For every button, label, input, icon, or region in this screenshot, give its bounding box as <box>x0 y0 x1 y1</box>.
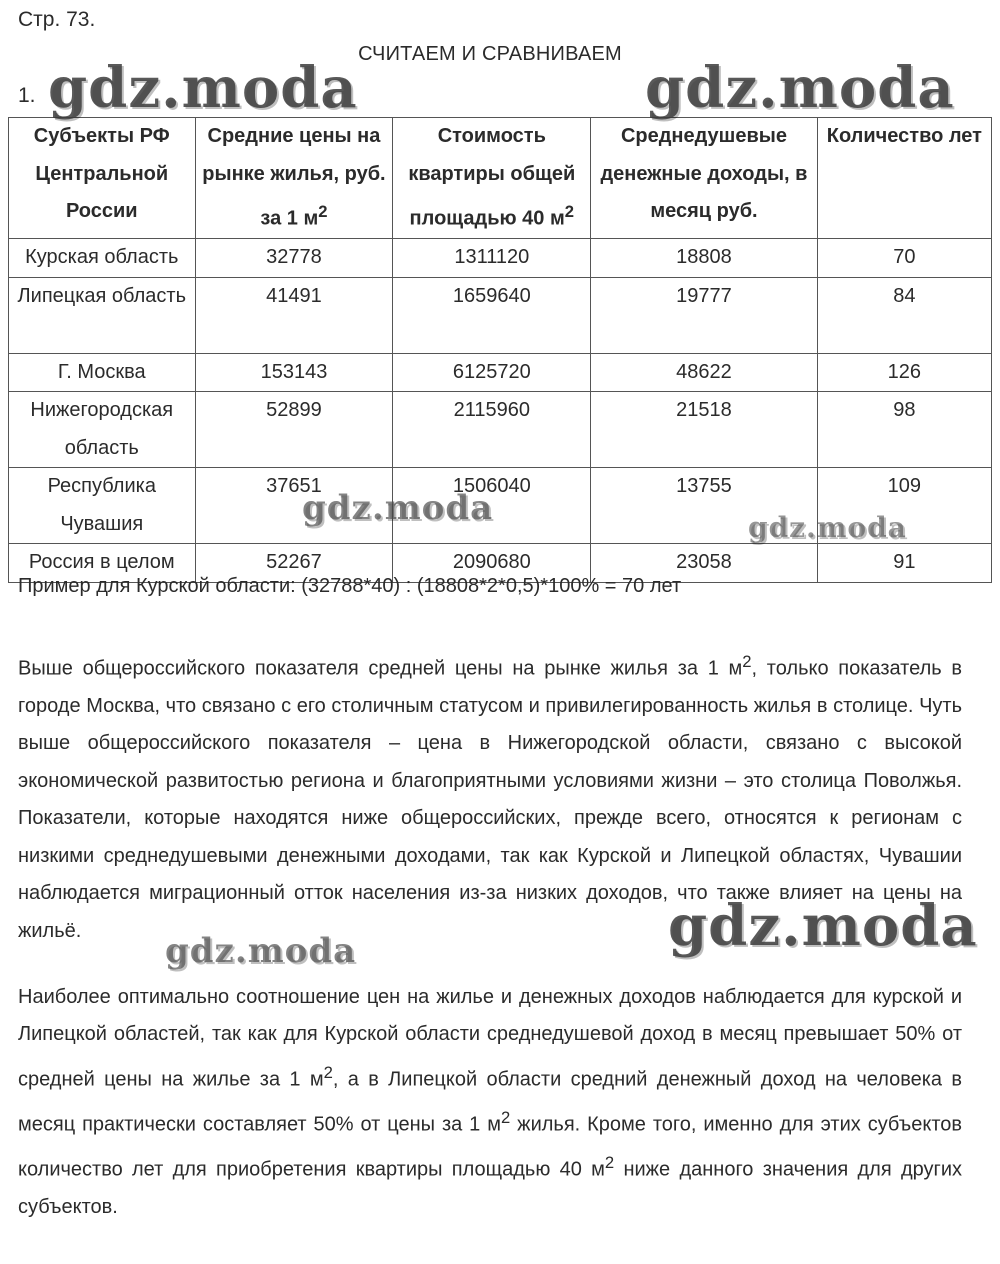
income-cell: 19777 <box>591 277 818 353</box>
years-cell: 70 <box>817 239 991 278</box>
cost-cell: 1311120 <box>393 239 591 278</box>
income-cell: 13755 <box>591 468 818 544</box>
income-cell: 18808 <box>591 239 818 278</box>
years-cell: 98 <box>817 392 991 468</box>
watermark: gdz.moda <box>165 931 357 971</box>
column-header: Стоимость квартиры общей площадью 40 $м^2$ <box>393 118 591 239</box>
table-row <box>9 277 992 353</box>
income-cell: 21518 <box>591 392 818 468</box>
years-cell: 91 <box>817 544 991 583</box>
column-header: Среднедушевые денежные доходы, в месяц руб. <box>591 118 818 239</box>
cost-cell: 1506040 <box>393 468 591 544</box>
table-row <box>9 353 992 392</box>
region-cell: Республика Чувашия <box>9 468 196 544</box>
watermark: gdz.moda <box>302 488 494 528</box>
watermark: gdz.moda <box>668 893 978 959</box>
region-cell: Г. Москва <box>9 353 196 392</box>
task-number: 1. <box>18 84 36 107</box>
page-number: Стр. 73. <box>18 8 96 31</box>
income-cell: 23058 <box>591 544 818 583</box>
watermark: gdz.moda <box>748 511 907 544</box>
cost-cell: 6125720 <box>393 353 591 392</box>
region-cell: Липецкая область <box>9 277 196 353</box>
watermark: gdz.moda <box>48 55 358 121</box>
table-row <box>9 239 992 278</box>
price-cell: 41491 <box>195 277 393 353</box>
price-cell: 52267 <box>195 544 393 583</box>
region-cell: Нижегородская область <box>9 392 196 468</box>
years-cell: 109 <box>817 468 991 544</box>
paragraph-2: Наиболее оптимально соотношение цен на жилье и денежных доходов наблюдается для курской и Липецкой областей, так как для Курской области среднедушевой доход в месяц превышает 50% от средней цены на жилье за 1 $м^2$, а в Липецкой области средний денежный доход на человека в месяц практически составляет 50% от цены за 1 $м^2$ жилья. Кроме того, именно для этих субъектов количество лет для приобретения квартиры площадью 40 $м^2$ ниже данного значения для других субъектов. <box>18 986 962 1218</box>
table-header-row <box>9 118 992 239</box>
years-cell: 84 <box>817 277 991 353</box>
income-cell: 48622 <box>591 353 818 392</box>
cost-cell: 1659640 <box>393 277 591 353</box>
column-header: Средние цены на рынке жилья, руб. за 1 $м^2$ <box>195 118 393 239</box>
example-formula: Пример для Курской области: (32788*40) : (18808*2*0,5)*100% = 70 лет <box>18 575 682 597</box>
paragraph-1: Выше общероссийского показателя средней цены на рынке жилья за 1 $м^2$, только показатель в городе Москва, что связано с его столичным статусом и привилегированность жилья в столице. Чуть выше общероссийского показателя – цена в Нижегородской области, связано с высокой экономической развитостью региона и благоприятными условиями жизни – это столица Поволжья. Показатели, которые находятся ниже общероссийских, прежде всего, относятся к регионам с низкими среднедушевыми денежными доходами, так как Курской и Липецкой областях, Чувашии наблюдается миграционный отток населения из-за низких доходов, что также влияет на цены на жильё. <box>18 652 962 942</box>
column-header: Количество лет <box>817 118 991 239</box>
price-cell: 32778 <box>195 239 393 278</box>
cost-cell: 2115960 <box>393 392 591 468</box>
column-header: Субъекты РФ Центральной России <box>9 118 196 239</box>
region-cell: Россия в целом <box>9 544 196 583</box>
table-row <box>9 392 992 468</box>
watermark: gdz.moda <box>645 55 955 121</box>
price-cell: 52899 <box>195 392 393 468</box>
price-cell: 37651 <box>195 468 393 544</box>
region-cell: Курская область <box>9 239 196 278</box>
price-cell: 153143 <box>195 353 393 392</box>
cost-cell: 2090680 <box>393 544 591 583</box>
years-cell: 126 <box>817 353 991 392</box>
page-title: СЧИТАЕМ И СРАВНИВАЕМ <box>358 43 622 65</box>
